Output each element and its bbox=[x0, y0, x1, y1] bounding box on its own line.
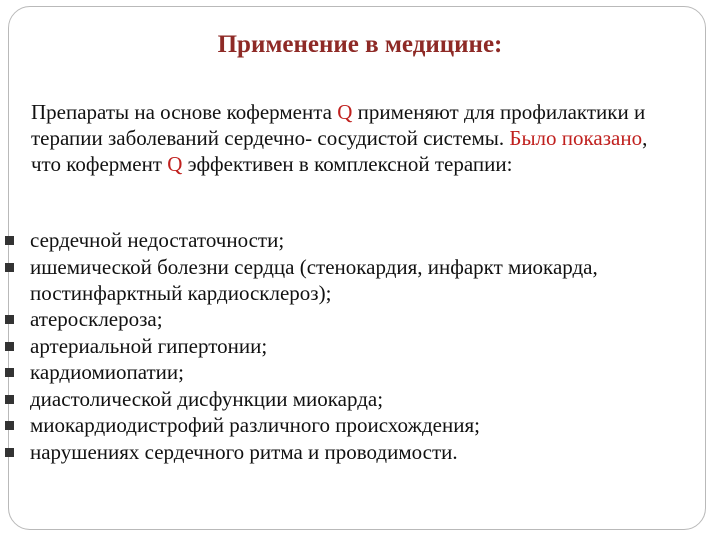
bullet-square-icon bbox=[5, 315, 14, 324]
list-item-text: диастолической дисфункции миокарда; bbox=[30, 386, 384, 411]
list-item-text: артериальной гипертонии; bbox=[30, 333, 268, 358]
bullet-square-icon bbox=[5, 395, 14, 404]
list-item bbox=[0, 439, 720, 465]
bullet-square-icon bbox=[5, 448, 14, 457]
shown-highlight: Было показано bbox=[509, 126, 643, 150]
list-item bbox=[0, 412, 720, 438]
bullet-square-icon bbox=[5, 342, 14, 351]
coenzyme-q-highlight-2: Q bbox=[167, 152, 183, 176]
intro-text-3: , что кофермент bbox=[31, 126, 648, 176]
list-item-text: кардиомиопатии; bbox=[30, 360, 184, 384]
list-item bbox=[0, 227, 720, 253]
indications-list bbox=[0, 227, 720, 465]
intro-text-4: эффективен в комплексной терапии: bbox=[182, 152, 513, 176]
intro-paragraph bbox=[31, 99, 671, 177]
list-item-text: сердечной недостаточности; bbox=[30, 228, 285, 252]
coenzyme-q-highlight-1: Q bbox=[337, 100, 353, 124]
list-item bbox=[0, 359, 720, 385]
bullet-square-icon bbox=[5, 368, 14, 377]
list-item bbox=[0, 254, 720, 306]
list-item-text: миокардиодистрофий различного происхождения; bbox=[30, 413, 480, 437]
list-item-text: нарушениях сердечного ритма и проводимости. bbox=[30, 439, 458, 464]
intro-text-1: Препараты на основе кофермента bbox=[31, 100, 338, 124]
list-item bbox=[0, 386, 720, 412]
list-item-text: ишемической болезни сердца (стенокардия, инфаркт миокарда, постинфарктный кардиосклероз); bbox=[30, 254, 598, 305]
list-item bbox=[0, 306, 720, 332]
slide-title: Применение в медицине: bbox=[217, 31, 503, 58]
list-item-text: атеросклероза; bbox=[30, 307, 163, 331]
bullet-square-icon bbox=[5, 421, 14, 430]
intro-text-2: применяют для профилактики и терапии заболеваний сердечно- сосудистой системы. bbox=[31, 100, 646, 150]
bullet-square-icon bbox=[5, 236, 14, 245]
list-item bbox=[0, 333, 720, 359]
bullet-square-icon bbox=[5, 263, 14, 272]
